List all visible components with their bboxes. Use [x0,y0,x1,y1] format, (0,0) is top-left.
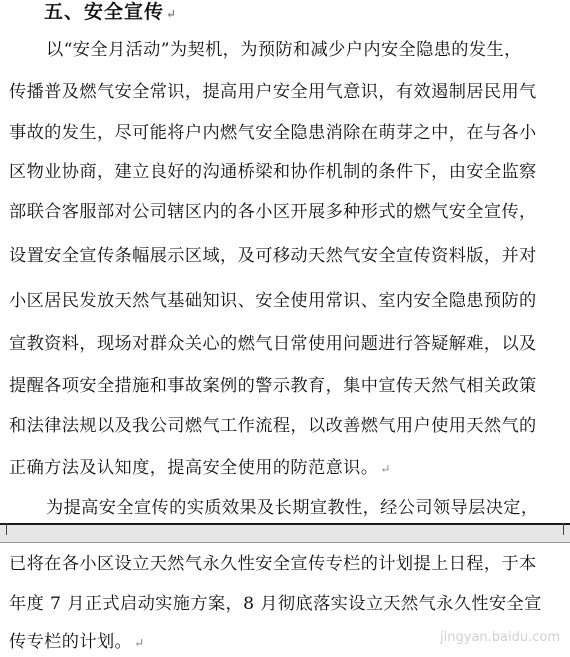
paragraph-mark-icon: ↵ [380,462,391,476]
text-line: 传播普及燃气安全常识，提高用户安全用气意识，有效遏制居民用气 [9,82,537,102]
margin-corner-right [563,523,564,535]
paragraph-mark-icon: ↵ [166,7,178,21]
text-line: 部联合客服部对公司辖区内的各小区开展多种形式的燃气安全宣传， [9,202,537,222]
section-heading-text: 五、安全宣传 [44,1,165,23]
text-line: 年度 7 月正式启动实施方案，8 月彻底落实设立天然气永久性安全宣 [9,594,542,614]
watermark-logo: jingyan.baidu.com [440,630,560,645]
text-line: 宣教资料，现场对群众关心的燃气日常使用问题进行答疑解难，以及 [9,334,537,354]
text-line-content: 正确方法及认知度，提高安全使用的防范意识。 [9,458,379,478]
text-line: 事故的发生，尽可能将户内燃气安全隐患消除在萌芽之中，在与各小 [9,123,537,143]
paragraph-mark-icon: ↵ [134,636,145,650]
text-line: 设置安全宣传条幅展示区域，及可移动天然气安全宣传资料版，并对 [9,246,537,266]
text-line: 提醒各项安全措施和事故案例的警示教育，集中宣传天然气相关政策 [9,376,537,396]
text-line: 已将在各小区设立天然气永久性安全宣传专栏的计划提上日程，于本 [9,554,537,574]
page-edge-bottom [0,542,570,543]
page-break-separator [0,523,570,543]
text-line: 以“安全月活动”为契机，为预防和减少户内安全隐患的发生， [46,40,522,60]
text-line: 和法律法规以及我公司燃气工作流程，以改善燃气用户使用天然气的 [9,416,537,436]
margin-corner-left [6,523,7,535]
text-line: 为提高安全宣传的实质效果及长期宣教性，经公司领导层决定， [46,498,539,518]
page-edge-top [0,523,570,525]
text-line [9,630,145,655]
section-heading [44,0,177,26]
text-line: 区物业协商，建立良好的沟通桥梁和协作机制的条件下，由安全监察 [9,162,537,182]
text-line-content: 传专栏的计划。 [9,632,133,652]
text-line [9,456,391,481]
text-line: 小区居民发放天然气基础知识、安全使用常识、室内安全隐患预防的 [9,291,537,311]
